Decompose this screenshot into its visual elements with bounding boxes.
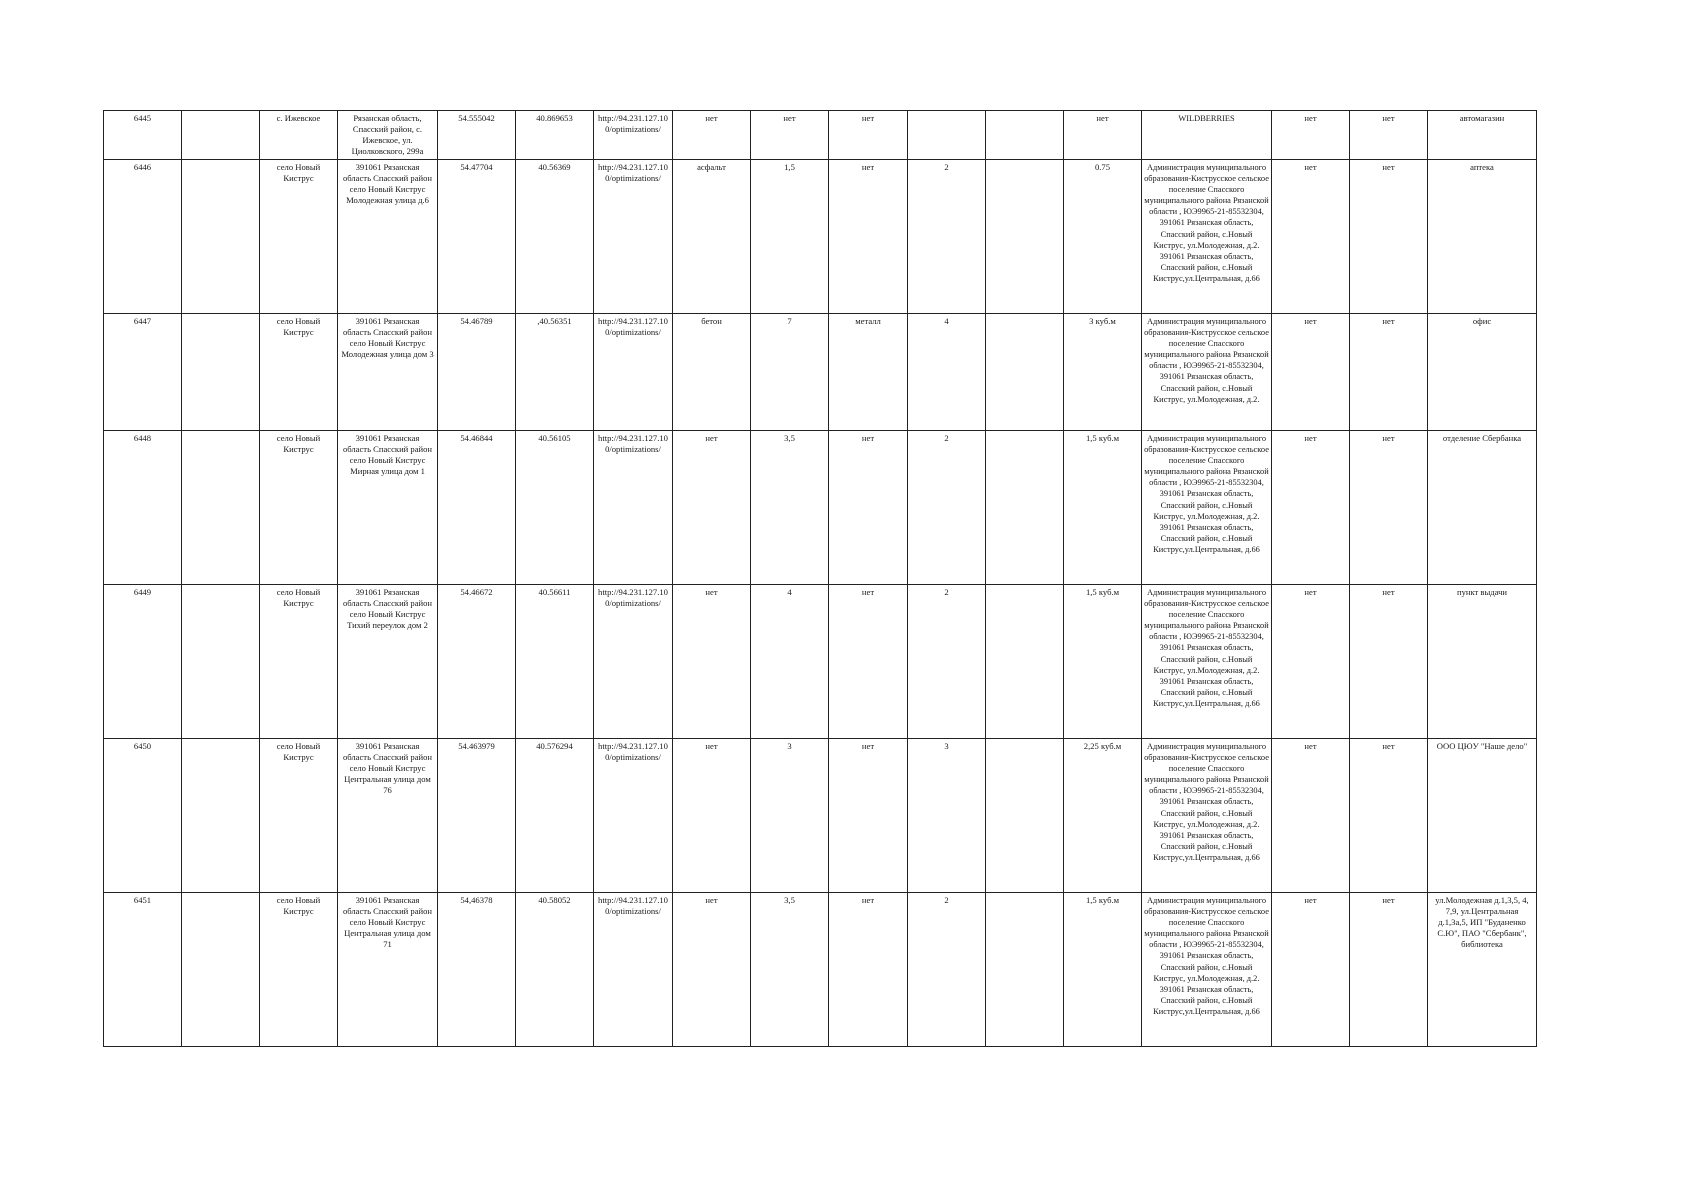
table-row — [104, 111, 1537, 160]
empty-cell — [182, 739, 260, 893]
fence-cell: нет — [829, 431, 908, 585]
area-cell: нет — [751, 111, 829, 160]
latitude-cell: 54,46378 — [438, 893, 516, 1047]
volume-cell: 1,5 куб.м — [1064, 431, 1142, 585]
longitude-cell: 40.576294 — [516, 739, 594, 893]
locality-cell: село Новый Киструс — [260, 739, 338, 893]
address-cell: 391061 Рязанская область Спасский район село Новый Киструс Молодежная улица д.6 — [338, 160, 438, 314]
empty-cell — [986, 431, 1064, 585]
latitude-cell: 54.46672 — [438, 585, 516, 739]
fence-cell: нет — [829, 893, 908, 1047]
address-cell: 391061 Рязанская область Спасский район село Новый Киструс Центральная улица дом 76 — [338, 739, 438, 893]
area-cell: 7 — [751, 314, 829, 431]
url-cell: http://94.231.127.100/optimizations/ — [594, 160, 673, 314]
empty-cell — [182, 160, 260, 314]
empty-cell — [986, 111, 1064, 160]
longitude-cell: 40.869653 — [516, 111, 594, 160]
empty-cell — [182, 585, 260, 739]
volume-cell: 1,5 куб.м — [1064, 893, 1142, 1047]
url-cell: http://94.231.127.100/optimizations/ — [594, 314, 673, 431]
empty-cell — [182, 431, 260, 585]
longitude-cell: ,40.56351 — [516, 314, 594, 431]
fence-cell: металл — [829, 314, 908, 431]
flag-cell: нет — [1272, 111, 1350, 160]
flag-cell: нет — [1272, 585, 1350, 739]
locality-cell: село Новый Киструс — [260, 893, 338, 1047]
volume-cell: 3 куб.м — [1064, 314, 1142, 431]
container-count-cell: 2 — [908, 893, 986, 1047]
row-id-cell: 6445 — [104, 111, 182, 160]
locality-cell: село Новый Киструс — [260, 160, 338, 314]
locality-cell: село Новый Киструс — [260, 585, 338, 739]
flag-cell: нет — [1272, 431, 1350, 585]
document-page — [103, 110, 1536, 1047]
url-cell: http://94.231.127.100/optimizations/ — [594, 739, 673, 893]
flag-cell: нет — [1272, 314, 1350, 431]
row-id-cell: 6449 — [104, 585, 182, 739]
empty-cell — [182, 111, 260, 160]
owner-cell: Администрация муниципального образования-Киструсское сельское поселение Спасского муниципального района Рязанской области , ЮЭ9965-21-85532304, 391061 Рязанская область, Спасский район, с.Новый Киструс, ул.Молодежная, д.2. 391061 Рязанская область, Спасский район, с.Новый Киструс,ул.Центральная, д.66 — [1142, 893, 1272, 1047]
area-cell: 3,5 — [751, 893, 829, 1047]
empty-cell — [986, 739, 1064, 893]
longitude-cell: 40.56369 — [516, 160, 594, 314]
empty-cell — [986, 893, 1064, 1047]
url-cell: http://94.231.127.100/optimizations/ — [594, 893, 673, 1047]
locality-cell: с. Ижевское — [260, 111, 338, 160]
latitude-cell: 54.555042 — [438, 111, 516, 160]
latitude-cell: 54.46789 — [438, 314, 516, 431]
waste-source-cell: офис — [1428, 314, 1537, 431]
surface-cell: нет — [673, 739, 751, 893]
address-cell: 391061 Рязанская область Спасский район село Новый Киструс Мирная улица дом 1 — [338, 431, 438, 585]
waste-source-cell: пункт выдачи — [1428, 585, 1537, 739]
fence-cell: нет — [829, 585, 908, 739]
address-cell: Рязанская область, Спасский район, с. Ижевское, ул. Циолковского, 299а — [338, 111, 438, 160]
container-count-cell: 3 — [908, 739, 986, 893]
table-row — [104, 739, 1537, 893]
waste-source-cell: ул.Молодежная д.1,3,5, 4, 7,9, ул.Центральная д.1,3а,5, ИП "Буданенко С.Ю", ПАО "Сбербанк", библиотека — [1428, 893, 1537, 1047]
owner-cell: Администрация муниципального образования-Киструсское сельское поселение Спасского муниципального района Рязанской области , ЮЭ9965-21-85532304, 391061 Рязанская область, Спасский район, с.Новый Киструс, ул.Молодежная, д.2. — [1142, 314, 1272, 431]
container-count-cell: 2 — [908, 585, 986, 739]
fence-cell: нет — [829, 111, 908, 160]
address-cell: 391061 Рязанская область Спасский район село Новый Киструс Молодежная улица дом 3 — [338, 314, 438, 431]
longitude-cell: 40.56611 — [516, 585, 594, 739]
table-row — [104, 893, 1537, 1047]
latitude-cell: 54.463979 — [438, 739, 516, 893]
surface-cell: нет — [673, 111, 751, 160]
address-cell: 391061 Рязанская область Спасский район село Новый Киструс Центральная улица дом 71 — [338, 893, 438, 1047]
empty-cell — [182, 893, 260, 1047]
volume-cell: 2,25 куб.м — [1064, 739, 1142, 893]
flag-cell: нет — [1350, 160, 1428, 314]
latitude-cell: 54.46844 — [438, 431, 516, 585]
waste-source-cell: ООО ЦЮУ "Наше дело" — [1428, 739, 1537, 893]
area-cell: 3 — [751, 739, 829, 893]
table-row — [104, 431, 1537, 585]
latitude-cell: 54.47704 — [438, 160, 516, 314]
surface-cell: асфальт — [673, 160, 751, 314]
waste-source-cell: аптека — [1428, 160, 1537, 314]
surface-cell: бетон — [673, 314, 751, 431]
owner-cell: Администрация муниципального образования-Киструсское сельское поселение Спасского муниципального района Рязанской области , ЮЭ9965-21-85532304, 391061 Рязанская область, Спасский район, с.Новый Киструс, ул.Молодежная, д.2. 391061 Рязанская область, Спасский район, с.Новый Киструс,ул.Центральная, д.66 — [1142, 431, 1272, 585]
flag-cell: нет — [1350, 111, 1428, 160]
container-sites-table — [103, 110, 1537, 1047]
row-id-cell: 6450 — [104, 739, 182, 893]
surface-cell: нет — [673, 431, 751, 585]
row-id-cell: 6446 — [104, 160, 182, 314]
row-id-cell: 6447 — [104, 314, 182, 431]
owner-cell: Администрация муниципального образования-Киструсское сельское поселение Спасского муниципального района Рязанской области , ЮЭ9965-21-85532304, 391061 Рязанская область, Спасский район, с.Новый Киструс, ул.Молодежная, д.2. 391061 Рязанская область, Спасский район, с.Новый Киструс,ул.Центральная, д.66 — [1142, 739, 1272, 893]
container-count-cell: 2 — [908, 160, 986, 314]
surface-cell: нет — [673, 893, 751, 1047]
waste-source-cell: отделение Сбербанка — [1428, 431, 1537, 585]
owner-cell: Администрация муниципального образования-Киструсское сельское поселение Спасского муниципального района Рязанской области , ЮЭ9965-21-85532304, 391061 Рязанская область, Спасский район, с.Новый Киструс, ул.Молодежная, д.2. 391061 Рязанская область, Спасский район, с.Новый Киструс,ул.Центральная, д.66 — [1142, 160, 1272, 314]
container-count-cell — [908, 111, 986, 160]
longitude-cell: 40.56105 — [516, 431, 594, 585]
container-count-cell: 4 — [908, 314, 986, 431]
waste-source-cell: автомагазин — [1428, 111, 1537, 160]
longitude-cell: 40.58052 — [516, 893, 594, 1047]
table-row — [104, 160, 1537, 314]
area-cell: 1,5 — [751, 160, 829, 314]
flag-cell: нет — [1350, 585, 1428, 739]
url-cell: http://94.231.127.100/optimizations/ — [594, 431, 673, 585]
flag-cell: нет — [1350, 431, 1428, 585]
empty-cell — [986, 160, 1064, 314]
flag-cell: нет — [1350, 739, 1428, 893]
locality-cell: село Новый Киструс — [260, 431, 338, 585]
surface-cell: нет — [673, 585, 751, 739]
owner-cell: Администрация муниципального образования-Киструсское сельское поселение Спасского муниципального района Рязанской области , ЮЭ9965-21-85532304, 391061 Рязанская область, Спасский район, с.Новый Киструс, ул.Молодежная, д.2. 391061 Рязанская область, Спасский район, с.Новый Киструс,ул.Центральная, д.66 — [1142, 585, 1272, 739]
row-id-cell: 6448 — [104, 431, 182, 585]
flag-cell: нет — [1272, 893, 1350, 1047]
locality-cell: село Новый Киструс — [260, 314, 338, 431]
table-row — [104, 585, 1537, 739]
empty-cell — [182, 314, 260, 431]
volume-cell: 1,5 куб.м — [1064, 585, 1142, 739]
empty-cell — [986, 585, 1064, 739]
volume-cell: 0.75 — [1064, 160, 1142, 314]
flag-cell: нет — [1272, 739, 1350, 893]
url-cell: http://94.231.127.100/optimizations/ — [594, 111, 673, 160]
area-cell: 3,5 — [751, 431, 829, 585]
flag-cell: нет — [1350, 314, 1428, 431]
flag-cell: нет — [1350, 893, 1428, 1047]
area-cell: 4 — [751, 585, 829, 739]
volume-cell: нет — [1064, 111, 1142, 160]
fence-cell: нет — [829, 160, 908, 314]
container-count-cell: 2 — [908, 431, 986, 585]
empty-cell — [986, 314, 1064, 431]
row-id-cell: 6451 — [104, 893, 182, 1047]
url-cell: http://94.231.127.100/optimizations/ — [594, 585, 673, 739]
address-cell: 391061 Рязанская область Спасский район село Новый Киструс Тихий переулок дом 2 — [338, 585, 438, 739]
table-row — [104, 314, 1537, 431]
flag-cell: нет — [1272, 160, 1350, 314]
owner-cell: WILDBERRIES — [1142, 111, 1272, 160]
fence-cell: нет — [829, 739, 908, 893]
